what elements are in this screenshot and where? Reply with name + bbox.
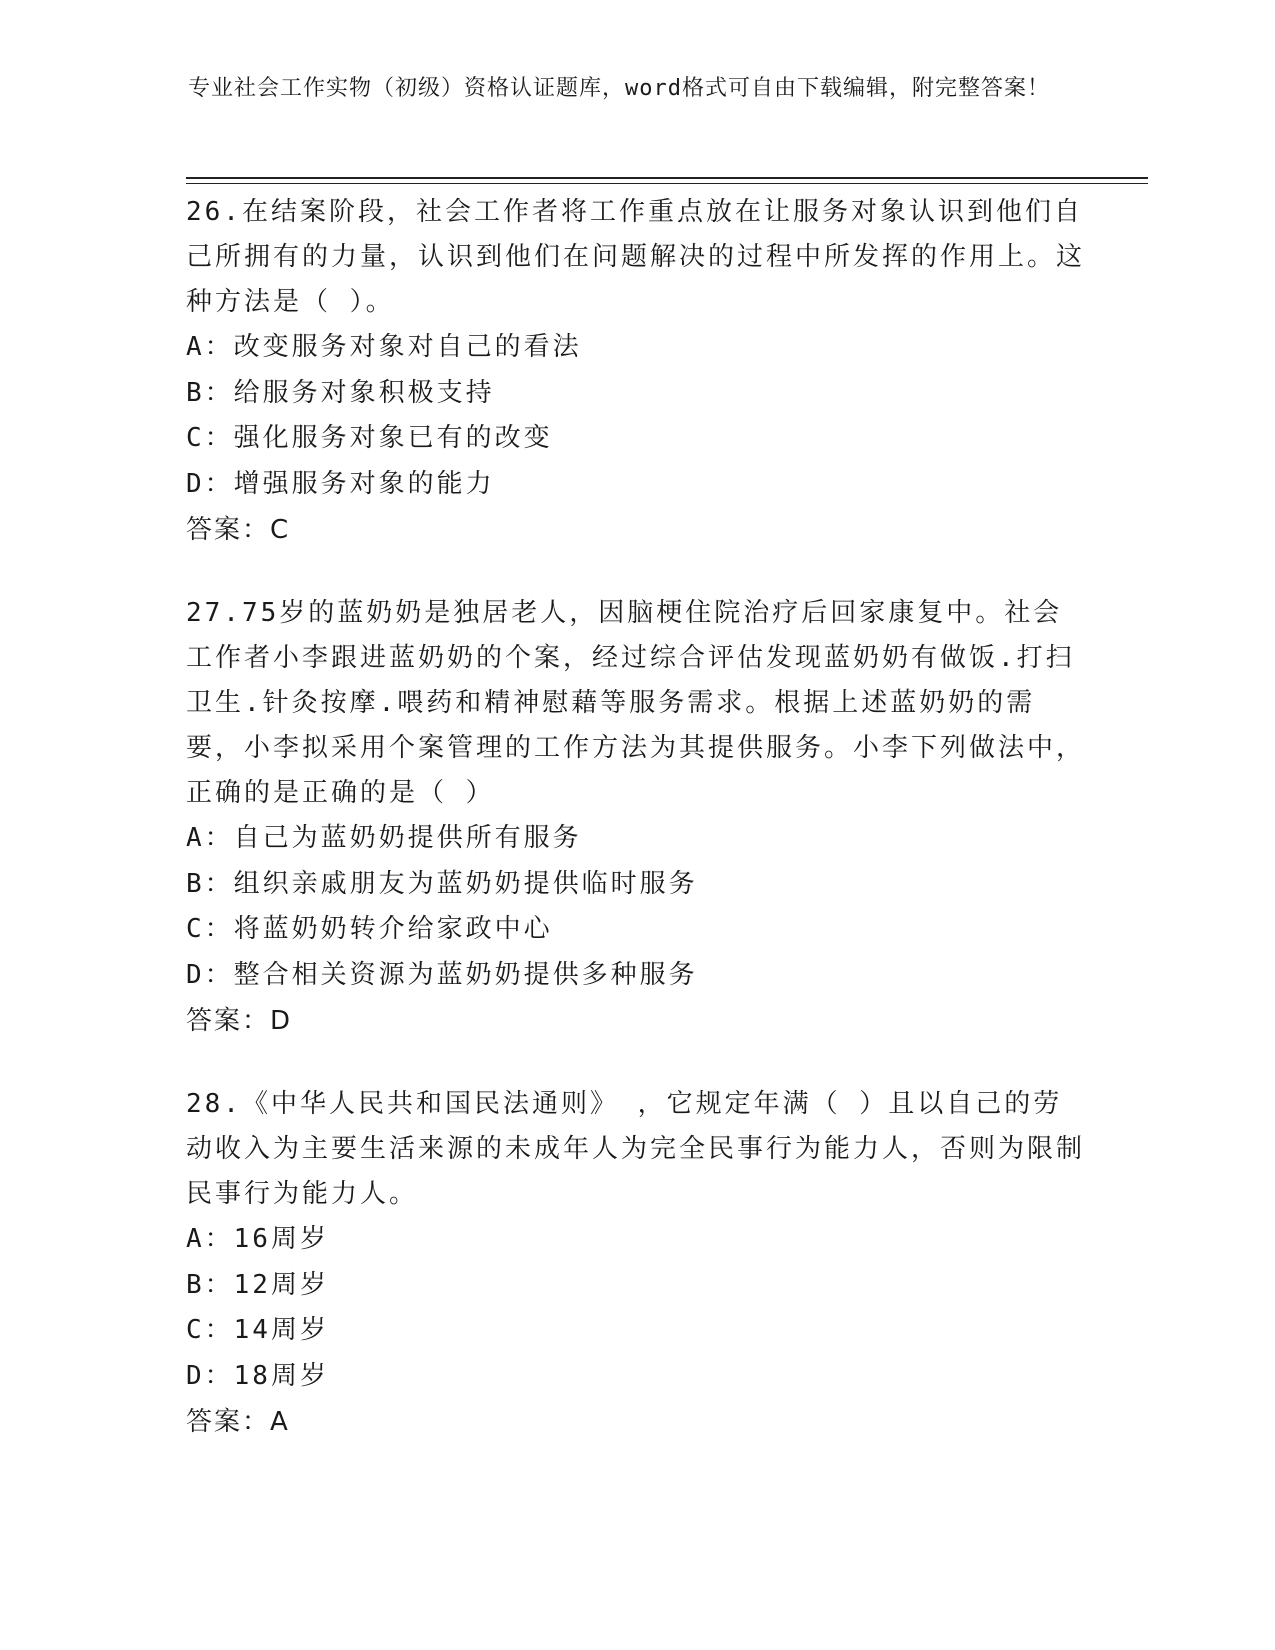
option-b: B：给服务对象积极支持 — [186, 377, 495, 408]
option-c: C：将蓝奶奶转介给家政中心 — [186, 914, 553, 944]
document-header: 专业社会工作实物（初级）资格认证题库，word格式可自由下载编辑，附完整答案！ — [188, 76, 1050, 101]
header-divider-thick — [186, 177, 1148, 179]
question-26 — [186, 190, 1086, 553]
option-a: A：改变服务对象对自己的看法 — [186, 332, 582, 362]
answer-label: 答案：A — [186, 1407, 290, 1437]
question-28 — [186, 1082, 1086, 1445]
option-a: A：16周岁 — [186, 1224, 329, 1254]
option-a: A：自己为蓝奶奶提供所有服务 — [186, 823, 582, 853]
question-text: 27.75岁的蓝奶奶是独居老人，因脑梗住院治疗后回家康复中。社会工作者小李跟进蓝奶奶的个案，经过综合评估发现蓝奶奶有做饭.打扫卫生.针灸按摩.喂药和精神慰藉等服务需求。根据上述蓝奶奶的需要，小李拟采用个案管理的工作方法为其提供服务。小李下列做法中，正确的是正确的是（ ） — [186, 598, 1086, 808]
answer-label: 答案：C — [186, 515, 291, 545]
option-d: D：18周岁 — [186, 1360, 329, 1391]
option-b: B：组织亲戚朋友为蓝奶奶提供临时服务 — [186, 868, 698, 899]
question-text: 26.在结案阶段，社会工作者将工作重点放在让服务对象认识到他们自己所拥有的力量，认识到他们在问题解决的过程中所发挥的作用上。这种方法是（ ）。 — [186, 197, 1086, 317]
option-d: D：整合相关资源为蓝奶奶提供多种服务 — [186, 959, 698, 990]
option-c: C：强化服务对象已有的改变 — [186, 423, 553, 453]
question-27 — [186, 591, 1086, 1044]
option-d: D：增强服务对象的能力 — [186, 468, 495, 499]
question-text: 28.《中华人民共和国民法通则》 ，它规定年满（ ）且以自己的劳动收入为主要生活来源的未成年人为完全民事行为能力人，否则为限制民事行为能力人。 — [186, 1089, 1086, 1209]
option-b: B：12周岁 — [186, 1269, 329, 1300]
question-list — [186, 190, 1086, 1483]
header-divider-thin — [186, 183, 1148, 184]
option-c: C：14周岁 — [186, 1315, 329, 1345]
answer-label: 答案：D — [186, 1006, 293, 1036]
